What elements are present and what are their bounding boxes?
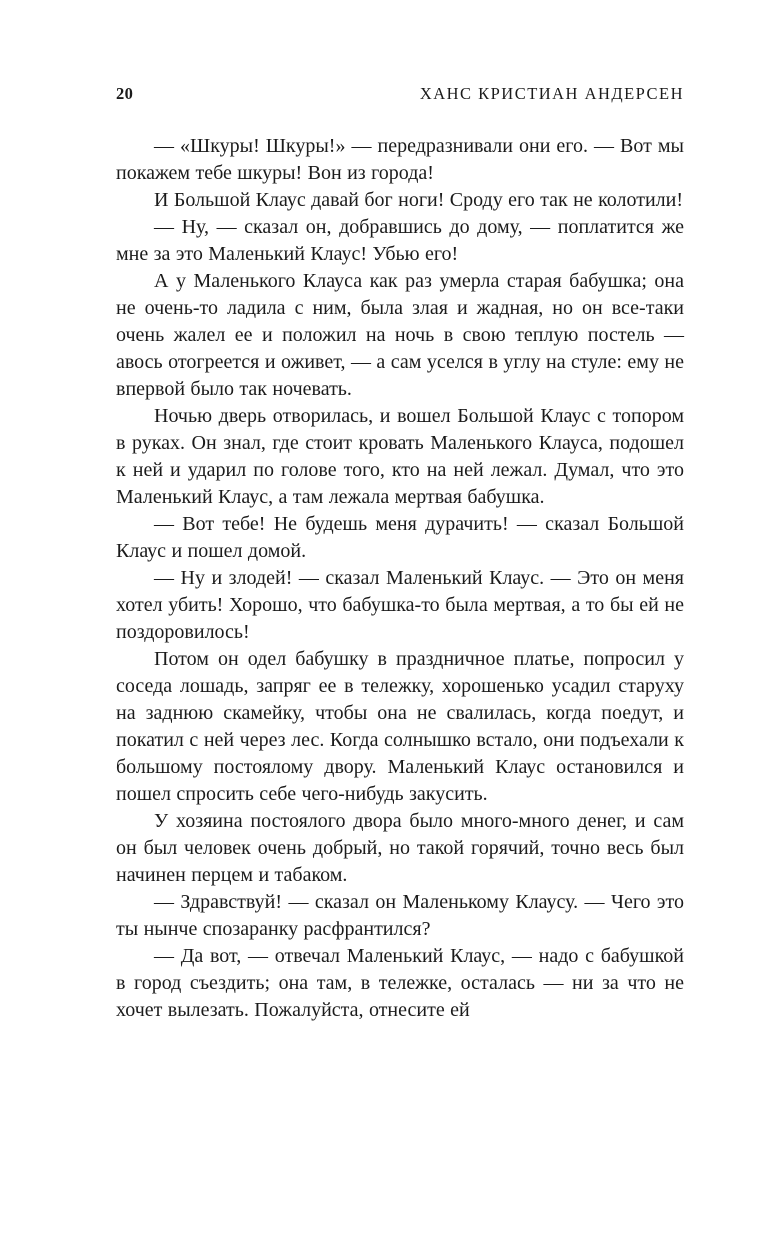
paragraph: — Да вот, — отвечал Маленький Клаус, — надо с бабушкой в город съездить; она там, в тележке, осталась — ни за что не хочет вылезать. Пожалуйста, отнесите ей <box>116 944 684 1021</box>
page-header <box>116 86 684 103</box>
paragraph: — Вот тебе! Не будешь меня дурачить! — сказал Большой Клаус и пошел домой. <box>116 512 684 562</box>
paragraph: — Ну, — сказал он, добравшись до дому, — поплатится же мне за это Маленький Клаус! Убью его! <box>116 215 684 265</box>
paragraph: Ночью дверь отворилась, и вошел Большой Клаус с топором в руках. Он знал, где стоит кровать Маленького Клауса, подошел к ней и ударил по голове того, кто на ней лежал. Думал, что это Маленький Клаус, а там лежала мертвая бабушка. <box>116 404 684 508</box>
paragraph: — Здравствуй! — сказал он Маленькому Клаусу. — Чего это ты нынче спозаранку расфрантился? <box>116 890 684 940</box>
paragraph: — Ну и злодей! — сказал Маленький Клаус. — Это он меня хотел убить! Хорошо, что бабушка-то была мертвая, а то бы ей не поздоровилось! <box>116 566 684 643</box>
text-block <box>116 133 684 1024</box>
running-title: ХАНС КРИСТИАН АНДЕРСЕН <box>419 84 684 103</box>
paragraph: И Большой Клаус давай бог ноги! Сроду его так не колотили! <box>154 188 684 211</box>
page-number: 20 <box>116 84 134 103</box>
paragraph: А у Маленького Клауса как раз умерла старая бабушка; она не очень-то ладила с ним, была злая и жадная, но он все-таки очень жалел ее и положил на ночь в свою теплую постель — авось отогреется и оживет, — а сам уселся в углу на стуле: ему не впервой было так ночевать. <box>116 269 684 400</box>
paragraph: У хозяина постоялого двора было много-много денег, и сам он был человек очень добрый, но такой горячий, точно весь был начинен перцем и табаком. <box>116 809 684 886</box>
paragraph: Потом он одел бабушку в праздничное платье, попросил у соседа лошадь, запряг ее в тележку, хорошенько усадил старуху на заднюю скамейку, чтобы она не свалилась, когда поедут, и покатил с ней через лес. Когда солнышко встало, они подъехали к большому постоялому двору. Маленький Клаус остановился и пошел спросить себе чего-нибудь закусить. <box>116 647 684 805</box>
paragraph: — «Шкуры! Шкуры!» — передразнивали они его. — Вот мы покажем тебе шкуры! Вон из города! <box>116 134 684 184</box>
